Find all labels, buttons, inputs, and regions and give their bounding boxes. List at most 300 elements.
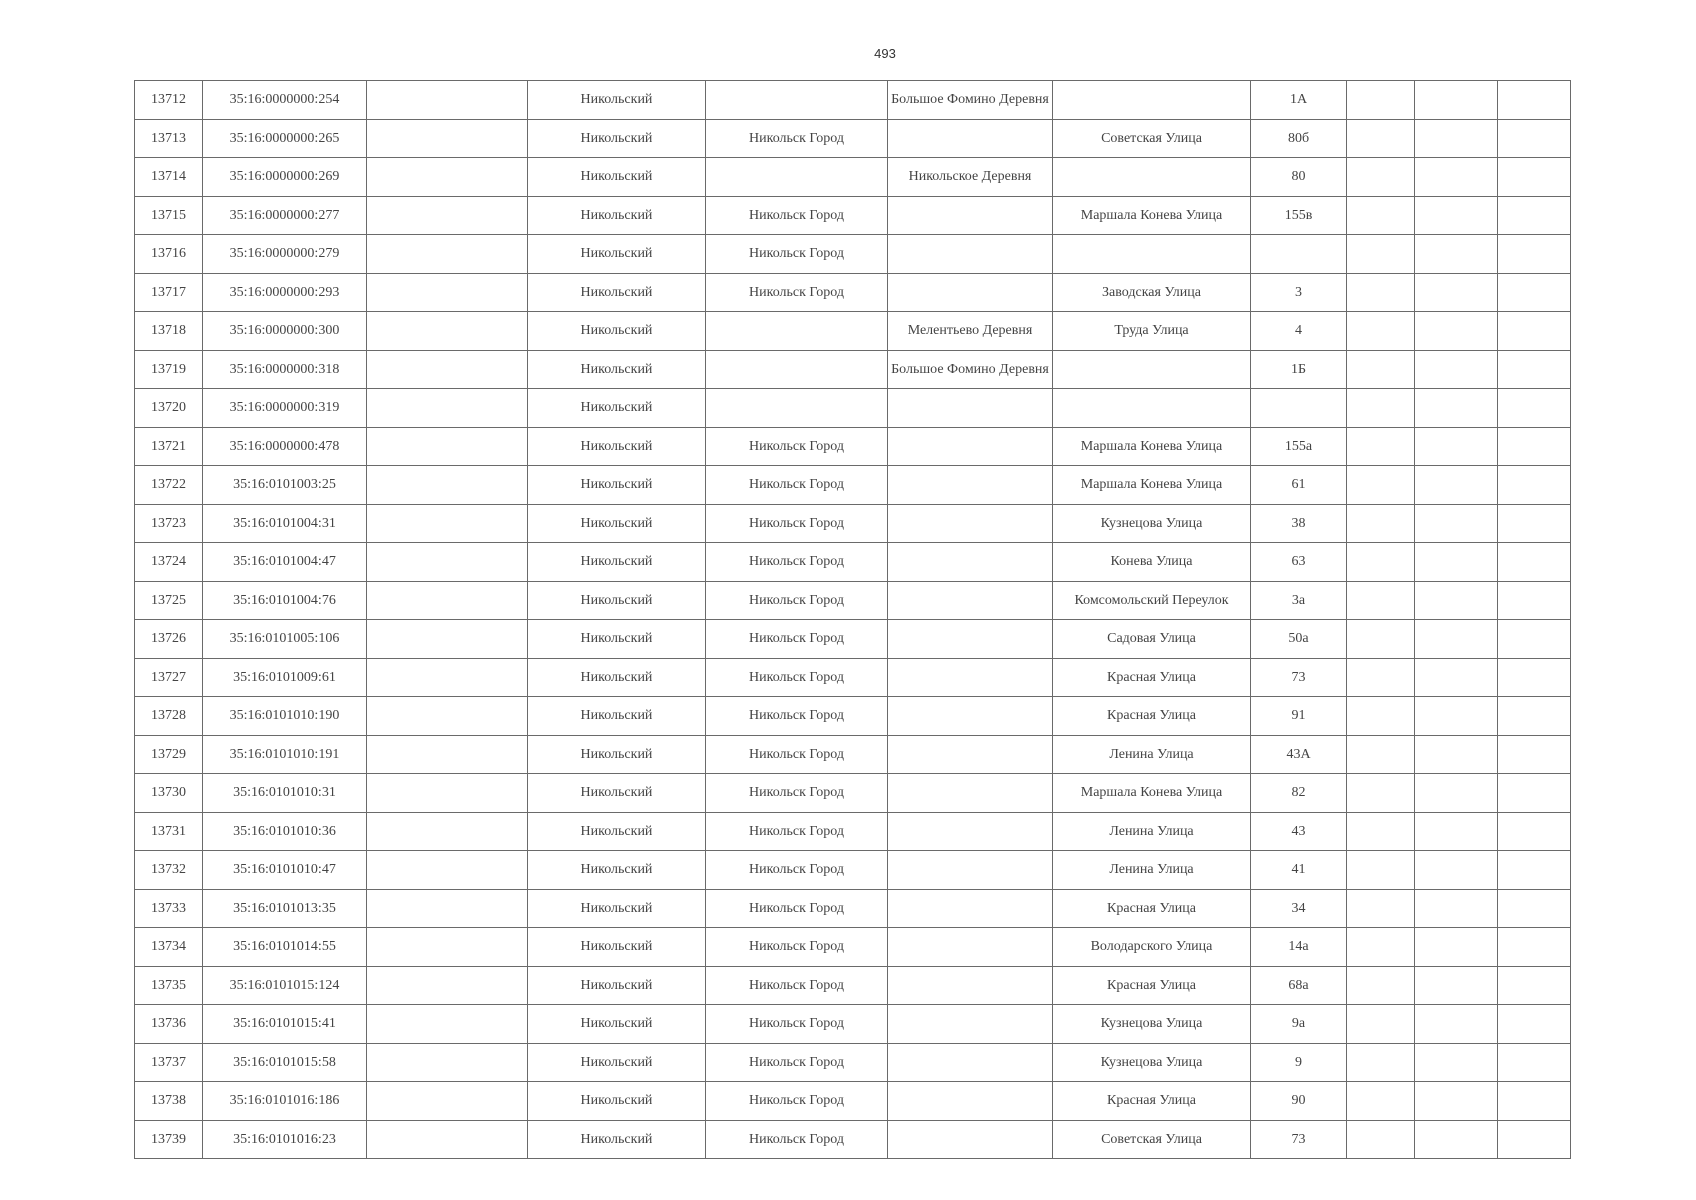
cell-village: Мелентьево Деревня [888, 312, 1053, 351]
cell-empty [1415, 389, 1498, 428]
cell-village [888, 658, 1053, 697]
cell-empty [1498, 427, 1571, 466]
cell-village [888, 389, 1053, 428]
cell-empty [367, 697, 528, 736]
registry-table-body [135, 81, 1571, 1159]
table-row [135, 889, 1571, 928]
cell-empty [367, 273, 528, 312]
cell-row-number: 13724 [135, 543, 203, 582]
cell-empty [367, 1005, 528, 1044]
table-row [135, 158, 1571, 197]
cell-city: Никольск Город [706, 504, 888, 543]
table-row [135, 350, 1571, 389]
cell-house: 14а [1251, 928, 1347, 967]
cell-row-number: 13719 [135, 350, 203, 389]
cell-empty [1415, 158, 1498, 197]
cell-street: Маршала Конева Улица [1053, 774, 1251, 813]
cell-empty [1415, 658, 1498, 697]
cell-empty [367, 966, 528, 1005]
cell-row-number: 13713 [135, 119, 203, 158]
cell-district: Никольский [528, 466, 706, 505]
cell-empty [367, 851, 528, 890]
cell-house: 80б [1251, 119, 1347, 158]
cell-village [888, 697, 1053, 736]
cell-city: Никольск Город [706, 735, 888, 774]
cell-empty [1347, 735, 1415, 774]
table-row [135, 851, 1571, 890]
cell-village [888, 543, 1053, 582]
cell-house [1251, 389, 1347, 428]
cell-empty [1347, 1082, 1415, 1121]
cell-district: Никольский [528, 851, 706, 890]
cell-street: Володарского Улица [1053, 928, 1251, 967]
cell-empty [367, 774, 528, 813]
cell-street [1053, 235, 1251, 274]
cell-district: Никольский [528, 81, 706, 120]
cell-house: 73 [1251, 658, 1347, 697]
cell-district: Никольский [528, 389, 706, 428]
cell-row-number: 13721 [135, 427, 203, 466]
cell-empty [1415, 620, 1498, 659]
cell-empty [1347, 620, 1415, 659]
cell-village: Большое Фомино Деревня [888, 350, 1053, 389]
cell-empty [1498, 928, 1571, 967]
cell-district: Никольский [528, 928, 706, 967]
cell-row-number: 13734 [135, 928, 203, 967]
cell-city: Никольск Город [706, 466, 888, 505]
cell-house: 43 [1251, 812, 1347, 851]
cell-cadastral-number: 35:16:0101004:31 [203, 504, 367, 543]
cell-cadastral-number: 35:16:0000000:277 [203, 196, 367, 235]
cell-empty [1347, 427, 1415, 466]
cell-empty [1347, 350, 1415, 389]
cell-empty [1347, 158, 1415, 197]
cell-empty [1498, 889, 1571, 928]
cell-city: Никольск Город [706, 235, 888, 274]
cell-cadastral-number: 35:16:0000000:478 [203, 427, 367, 466]
cell-city: Никольск Город [706, 697, 888, 736]
cell-empty [1498, 466, 1571, 505]
cell-empty [367, 427, 528, 466]
cell-empty [1415, 812, 1498, 851]
cell-district: Никольский [528, 1005, 706, 1044]
cell-empty [1415, 427, 1498, 466]
cell-street: Маршала Конева Улица [1053, 427, 1251, 466]
cell-street [1053, 81, 1251, 120]
cell-street [1053, 158, 1251, 197]
cell-empty [1347, 966, 1415, 1005]
cell-district: Никольский [528, 235, 706, 274]
cell-house: 34 [1251, 889, 1347, 928]
cell-empty [1347, 889, 1415, 928]
cell-row-number: 13737 [135, 1043, 203, 1082]
table-row [135, 273, 1571, 312]
cell-district: Никольский [528, 658, 706, 697]
table-row [135, 697, 1571, 736]
cell-empty [1498, 119, 1571, 158]
table-row [135, 81, 1571, 120]
table-row [135, 504, 1571, 543]
cell-empty [1498, 350, 1571, 389]
cell-city: Никольск Город [706, 273, 888, 312]
cell-row-number: 13726 [135, 620, 203, 659]
cell-row-number: 13735 [135, 966, 203, 1005]
table-row [135, 389, 1571, 428]
cell-village [888, 889, 1053, 928]
cell-empty [1347, 1120, 1415, 1159]
cell-street: Красная Улица [1053, 1082, 1251, 1121]
cell-street [1053, 389, 1251, 428]
cell-empty [1415, 966, 1498, 1005]
cell-city [706, 158, 888, 197]
cell-cadastral-number: 35:16:0101005:106 [203, 620, 367, 659]
cell-empty [1498, 735, 1571, 774]
cell-street: Кузнецова Улица [1053, 504, 1251, 543]
cell-empty [1347, 196, 1415, 235]
cell-empty [1347, 119, 1415, 158]
cell-empty [1498, 1120, 1571, 1159]
cell-house: 50а [1251, 620, 1347, 659]
cell-city [706, 312, 888, 351]
cell-house: 155а [1251, 427, 1347, 466]
cell-cadastral-number: 35:16:0000000:269 [203, 158, 367, 197]
cell-cadastral-number: 35:16:0000000:265 [203, 119, 367, 158]
cell-house: 9а [1251, 1005, 1347, 1044]
cell-street [1053, 350, 1251, 389]
cell-empty [1347, 389, 1415, 428]
cell-row-number: 13714 [135, 158, 203, 197]
cell-city: Никольск Город [706, 427, 888, 466]
cell-house: 80 [1251, 158, 1347, 197]
table-row [135, 812, 1571, 851]
cell-village [888, 1082, 1053, 1121]
cell-village [888, 1005, 1053, 1044]
cell-empty [367, 158, 528, 197]
cell-empty [1498, 81, 1571, 120]
cell-empty [1347, 581, 1415, 620]
cell-row-number: 13720 [135, 389, 203, 428]
cell-row-number: 13725 [135, 581, 203, 620]
cell-empty [367, 620, 528, 659]
cell-empty [1498, 620, 1571, 659]
cell-empty [1415, 1120, 1498, 1159]
cell-village: Большое Фомино Деревня [888, 81, 1053, 120]
cell-empty [1415, 851, 1498, 890]
cell-cadastral-number: 35:16:0101004:47 [203, 543, 367, 582]
cell-village [888, 273, 1053, 312]
cell-street: Кузнецова Улица [1053, 1005, 1251, 1044]
cell-city: Никольск Город [706, 543, 888, 582]
cell-city: Никольск Город [706, 119, 888, 158]
cell-empty [367, 350, 528, 389]
cell-city [706, 350, 888, 389]
cell-district: Никольский [528, 543, 706, 582]
cell-empty [1415, 235, 1498, 274]
cell-city: Никольск Город [706, 966, 888, 1005]
table-row [135, 658, 1571, 697]
cell-house: 68а [1251, 966, 1347, 1005]
cell-cadastral-number: 35:16:0101015:41 [203, 1005, 367, 1044]
cell-row-number: 13723 [135, 504, 203, 543]
table-row [135, 1043, 1571, 1082]
cell-house: 41 [1251, 851, 1347, 890]
cell-empty [367, 735, 528, 774]
cell-street: Кузнецова Улица [1053, 1043, 1251, 1082]
cell-empty [1415, 697, 1498, 736]
cell-empty [367, 504, 528, 543]
cell-district: Никольский [528, 427, 706, 466]
cell-empty [367, 466, 528, 505]
cell-empty [367, 543, 528, 582]
cell-village [888, 966, 1053, 1005]
cell-cadastral-number: 35:16:0101014:55 [203, 928, 367, 967]
cell-village [888, 466, 1053, 505]
cell-row-number: 13722 [135, 466, 203, 505]
cell-village [888, 119, 1053, 158]
cell-district: Никольский [528, 1082, 706, 1121]
cell-empty [367, 81, 528, 120]
cell-row-number: 13733 [135, 889, 203, 928]
table-row [135, 774, 1571, 813]
cell-empty [1347, 851, 1415, 890]
cell-house [1251, 235, 1347, 274]
cell-district: Никольский [528, 1120, 706, 1159]
cell-cadastral-number: 35:16:0101009:61 [203, 658, 367, 697]
cell-cadastral-number: 35:16:0101013:35 [203, 889, 367, 928]
cell-empty [1498, 812, 1571, 851]
cell-cadastral-number: 35:16:0101010:31 [203, 774, 367, 813]
cell-empty [1415, 1005, 1498, 1044]
cell-cadastral-number: 35:16:0101004:76 [203, 581, 367, 620]
cell-district: Никольский [528, 196, 706, 235]
cell-street: Красная Улица [1053, 966, 1251, 1005]
cell-row-number: 13712 [135, 81, 203, 120]
cell-district: Никольский [528, 312, 706, 351]
cell-district: Никольский [528, 350, 706, 389]
cell-empty [367, 1082, 528, 1121]
cell-house: 1А [1251, 81, 1347, 120]
cell-row-number: 13715 [135, 196, 203, 235]
cell-empty [367, 581, 528, 620]
cell-empty [1415, 581, 1498, 620]
cell-house: 1Б [1251, 350, 1347, 389]
cell-city: Никольск Город [706, 851, 888, 890]
cell-district: Никольский [528, 581, 706, 620]
cell-empty [367, 658, 528, 697]
table-row [135, 620, 1571, 659]
cell-empty [1498, 196, 1571, 235]
cell-cadastral-number: 35:16:0101010:36 [203, 812, 367, 851]
cell-empty [1498, 543, 1571, 582]
table-row [135, 466, 1571, 505]
cell-cadastral-number: 35:16:0101010:47 [203, 851, 367, 890]
cell-street: Заводская Улица [1053, 273, 1251, 312]
page-number: 493 [874, 46, 896, 61]
cell-village: Никольское Деревня [888, 158, 1053, 197]
cell-cadastral-number: 35:16:0101015:58 [203, 1043, 367, 1082]
cell-district: Никольский [528, 273, 706, 312]
cell-empty [1347, 504, 1415, 543]
cell-city [706, 389, 888, 428]
cell-village [888, 851, 1053, 890]
cell-house: 90 [1251, 1082, 1347, 1121]
cell-street: Красная Улица [1053, 697, 1251, 736]
cell-empty [1415, 273, 1498, 312]
cell-empty [367, 196, 528, 235]
cell-city: Никольск Город [706, 1005, 888, 1044]
cell-empty [1415, 119, 1498, 158]
cell-street: Труда Улица [1053, 312, 1251, 351]
table-row [135, 581, 1571, 620]
table-row [135, 235, 1571, 274]
cell-empty [367, 928, 528, 967]
cell-house: 38 [1251, 504, 1347, 543]
cell-street: Комсомольский Переулок [1053, 581, 1251, 620]
cell-street: Маршала Конева Улица [1053, 466, 1251, 505]
cell-cadastral-number: 35:16:0000000:319 [203, 389, 367, 428]
cell-empty [367, 312, 528, 351]
cell-empty [1347, 812, 1415, 851]
cell-empty [1415, 774, 1498, 813]
cell-empty [1415, 312, 1498, 351]
cell-empty [1347, 658, 1415, 697]
cell-village [888, 504, 1053, 543]
cell-street: Садовая Улица [1053, 620, 1251, 659]
cell-empty [1498, 581, 1571, 620]
cell-empty [1498, 1043, 1571, 1082]
cell-empty [1498, 312, 1571, 351]
table-row [135, 427, 1571, 466]
cell-village [888, 581, 1053, 620]
cell-street: Советская Улица [1053, 1120, 1251, 1159]
cell-street: Красная Улица [1053, 658, 1251, 697]
table-row [135, 928, 1571, 967]
cell-district: Никольский [528, 735, 706, 774]
cell-empty [1498, 851, 1571, 890]
cell-village [888, 1120, 1053, 1159]
cell-cadastral-number: 35:16:0101010:190 [203, 697, 367, 736]
cell-empty [1498, 158, 1571, 197]
cell-empty [1347, 543, 1415, 582]
cell-house: 3 [1251, 273, 1347, 312]
cell-village [888, 1043, 1053, 1082]
cell-cadastral-number: 35:16:0101016:23 [203, 1120, 367, 1159]
cell-city: Никольск Город [706, 196, 888, 235]
cell-empty [367, 812, 528, 851]
cell-district: Никольский [528, 966, 706, 1005]
cell-empty [1347, 928, 1415, 967]
cell-city: Никольск Город [706, 658, 888, 697]
cell-empty [1498, 1005, 1571, 1044]
cell-empty [1347, 273, 1415, 312]
cell-district: Никольский [528, 1043, 706, 1082]
cell-row-number: 13727 [135, 658, 203, 697]
cell-city: Никольск Город [706, 1082, 888, 1121]
table-row [135, 196, 1571, 235]
cell-empty [1498, 273, 1571, 312]
cell-empty [1347, 466, 1415, 505]
cell-district: Никольский [528, 774, 706, 813]
cell-cadastral-number: 35:16:0101016:186 [203, 1082, 367, 1121]
table-row [135, 966, 1571, 1005]
cell-house: 4 [1251, 312, 1347, 351]
cell-city: Никольск Город [706, 620, 888, 659]
cell-empty [1347, 81, 1415, 120]
cell-row-number: 13730 [135, 774, 203, 813]
cell-empty [1415, 1043, 1498, 1082]
cell-district: Никольский [528, 620, 706, 659]
cell-village [888, 774, 1053, 813]
cell-empty [367, 235, 528, 274]
cell-empty [1415, 1082, 1498, 1121]
table-row [135, 312, 1571, 351]
table-row [135, 1082, 1571, 1121]
table-row [135, 735, 1571, 774]
cell-cadastral-number: 35:16:0000000:279 [203, 235, 367, 274]
table-row [135, 1005, 1571, 1044]
cell-district: Никольский [528, 119, 706, 158]
cell-row-number: 13718 [135, 312, 203, 351]
cell-empty [1415, 350, 1498, 389]
cell-house: 82 [1251, 774, 1347, 813]
cell-empty [1498, 966, 1571, 1005]
cell-empty [367, 1043, 528, 1082]
cell-district: Никольский [528, 889, 706, 928]
cell-district: Никольский [528, 504, 706, 543]
cell-house: 9 [1251, 1043, 1347, 1082]
cell-empty [1347, 1043, 1415, 1082]
cell-empty [1498, 658, 1571, 697]
cell-empty [1415, 466, 1498, 505]
cell-street: Конева Улица [1053, 543, 1251, 582]
cell-city: Никольск Город [706, 774, 888, 813]
cell-row-number: 13732 [135, 851, 203, 890]
cell-row-number: 13736 [135, 1005, 203, 1044]
cell-house: 61 [1251, 466, 1347, 505]
cell-empty [1415, 504, 1498, 543]
cell-street: Ленина Улица [1053, 735, 1251, 774]
cell-empty [1415, 196, 1498, 235]
cell-empty [1415, 735, 1498, 774]
cell-village [888, 196, 1053, 235]
cell-cadastral-number: 35:16:0101003:25 [203, 466, 367, 505]
cell-district: Никольский [528, 158, 706, 197]
cell-empty [1415, 81, 1498, 120]
cell-row-number: 13739 [135, 1120, 203, 1159]
cell-village [888, 620, 1053, 659]
table-row [135, 119, 1571, 158]
cell-empty [1347, 1005, 1415, 1044]
cell-empty [1347, 235, 1415, 274]
cell-street: Маршала Конева Улица [1053, 196, 1251, 235]
cell-empty [1498, 774, 1571, 813]
cell-row-number: 13731 [135, 812, 203, 851]
cell-house: 3а [1251, 581, 1347, 620]
cell-house: 63 [1251, 543, 1347, 582]
cell-empty [367, 889, 528, 928]
cell-empty [1347, 774, 1415, 813]
cell-village [888, 928, 1053, 967]
cell-city: Никольск Город [706, 928, 888, 967]
cell-city: Никольск Город [706, 889, 888, 928]
cell-empty [1415, 889, 1498, 928]
cell-street: Ленина Улица [1053, 812, 1251, 851]
cell-village [888, 812, 1053, 851]
cell-cadastral-number: 35:16:0000000:300 [203, 312, 367, 351]
cell-street: Красная Улица [1053, 889, 1251, 928]
cell-empty [1347, 312, 1415, 351]
cell-street: Ленина Улица [1053, 851, 1251, 890]
